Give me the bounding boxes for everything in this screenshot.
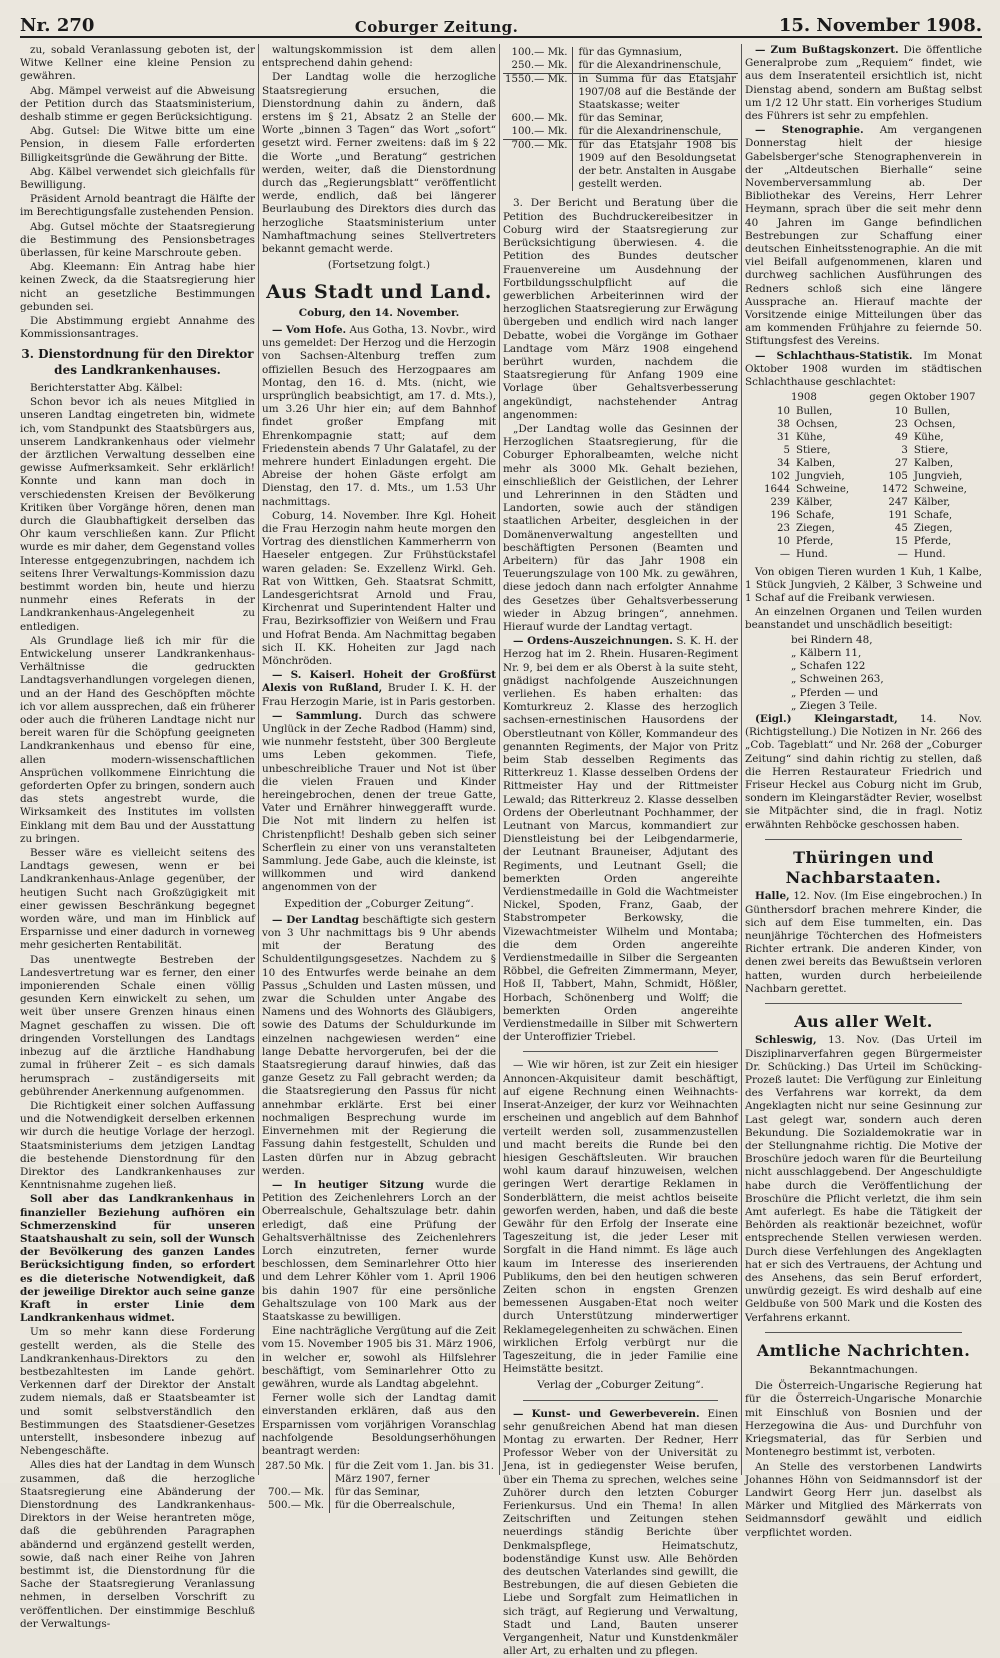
- column-rule: [499, 44, 500, 1475]
- news-item: [503, 635, 738, 1044]
- divider: [523, 1051, 718, 1052]
- description-cell: für das Gymnasium,: [578, 47, 683, 58]
- signature: Verlag der „Coburger Zeitung“.: [537, 1379, 704, 1392]
- animal-label-1907: Pferde,: [913, 535, 952, 547]
- list-item: „ Schafen 122: [791, 660, 866, 673]
- paragraph: Coburg, 14. November. Ihre Kgl. Hoheit die Frau Herzogin nahm heute morgen den Vortrag des dienstlichen Kammerherrn von Haeseler entgegen. Zur Frühstückstafel waren geladen: Se. Exzellenz Wirkl. Geh. Rat von Wittken, Geh. Staatsrat Schmitt, Landesgerichtsrat Arnold und Frau, Kirchenrat und Superintendent Halter und Frau, Bezirksoffizier von Weißern und Frau und Hofrat Benda. Am Nachmittag begaben sich II. KK. Hoheiten zur Jagd nach Mönchröden.: [262, 509, 496, 667]
- column-rule: [741, 44, 742, 1475]
- dateline: Coburg, den 14. November.: [298, 306, 460, 319]
- table-row: [262, 1487, 496, 1500]
- paragraph: An Stelle des verstorbenen Landwirts Johannes Höhn von Seidmannsdorf ist der Landwirt Georg Herr jun. daselbst als Märker und Mitglied des Märkerrats von Seidmannsdorf gewählt und eidlich verpflichtet worden.: [745, 1460, 982, 1539]
- issue-date: 15. November 1908.: [778, 15, 982, 36]
- emphasized-paragraph: Soll aber das Landkrankenhaus in finanzieller Beziehung aufhören ein Schmerzenskind für unseren Staatshaushalt zu sein, soll der Wunsch der Bevölkerung des ganzen Landes Berücksichtigung finden, so erfordert es die dieterische Notwendigkeit, daß der jeweilige Direktor auch seine ganze Kraft in erster Linie dem Landkrankenhaus widmet.: [20, 1193, 255, 1325]
- paragraph: Abg. Mämpel verweist auf die Abweisung der Petition durch das Staatsministerium, deshalb stimme er gegen Berücksichtigung.: [20, 84, 255, 124]
- animal-label-1907: Schafe,: [913, 509, 953, 521]
- item-text: Durch das schwere Unglück in der Zeche Radbod (Hamm) sind, wie nunmehr feststeht, über 300 Bergleute ums Leben gekommen. Tiefe, unbeschreibliche Trauer und Not ist über die vielen Frauen und Kinder hereingebrochen, denen der treue Gatte, Vater und Ernährer hinweggerafft wurde. Die Not mit lindern zu helfen ist Christenpflicht! Deshalb geben sich seiner Scherflein zu einer von uns veranstalteten Sammlung. Jede Gabe, auch die kleinste, ist willkommen und wird dankend angenommen von der: [262, 709, 496, 894]
- table-row: [503, 47, 738, 60]
- animal-label-1908: Kälber,: [796, 496, 833, 508]
- news-item: [745, 713, 982, 832]
- masthead: [20, 6, 982, 38]
- news-item: [262, 710, 496, 895]
- count-1908: 31: [777, 432, 790, 444]
- animal-label-1907: Ziegen,: [913, 522, 953, 534]
- paragraph: zu, sobald Veranlassung geboten ist, der Witwe Kellner eine kleine Pension zu gewähren.: [20, 44, 255, 83]
- paragraph: Das unentwegte Bestreben der Landesvertretung war es ferner, den einer imponierenden Schale einen völlig gesunden Kern einwickelt zu sehen, um weit über unsere Grenzen hinaus einen Magnet geschaffen zu wissen. Die oft dringenden Vorstellungen des Landtags inbezug auf die ärztliche Handhabung zumal in früherer Zeit – es sich damals herumsprach – zuständigerseits mit gebührender Anerkennung aufgenommen.: [20, 953, 255, 1098]
- table-row: [745, 445, 982, 458]
- reporter-line: Berichterstatter Abg. Kälbel:: [30, 381, 183, 394]
- count-1907: 10: [894, 406, 908, 418]
- divider: [765, 1332, 962, 1333]
- count-1908: 10: [777, 406, 790, 418]
- list-item: „ Pferden — und: [791, 686, 879, 699]
- signature: Expedition der „Coburger Zeitung“.: [284, 897, 474, 910]
- animal-label-1908: Kalben,: [796, 458, 836, 470]
- news-item: [262, 914, 496, 1178]
- paragraph: Eine nachträgliche Vergütung auf die Zeit vom 15. November 1905 bis 31. März 1906, in welcher er, sowohl als Hilfslehrer beschäftigt, vom Seminarlehrer Otto zu gewähren, wurde als Landtag abgelehnt.: [262, 1325, 496, 1390]
- table-row: [745, 419, 982, 432]
- item-text: S. K. H. der Herzog hat im 2. Rhein. Husaren-Regiment Nr. 9, bei dem er als Oberst à la suite steht, gnädigst nachfolgende Auszeichnungen verliehen. Es haben erhalten: das Komturkreuz 2. Klasse des herzoglich sachsen-ernestinischen Hausordens der Oberstleutnant von Köller, Kommandeur des genannten Regiments, der Major von Pritz beim Stab desselben Regiments das Ritterkreuz 1. Klasse desselben Ordens der Rittmeister Hay und der Rittmeister Lewald; das Ritterkreuz 2. Klasse desselben Ordens der Oberleutnant Pochhammer, der Leutnant von Marcus, kommandiert zur Dienstleistung bei der Leibgendarmerie, der Leutnant Brauneiser, Adjutant des Regiments, und Leutnant Gsell; die bemerkten Orden angereihte Verdienstmedaille in Gold die Wachtmeister Nickel, Spoden, Franz, Gaab, der Stabstrompeter Berkowsky, die Vizewachtmeister Wilhelm und Montaba; die dem Orden angereihte Verdienstmedaille in Silber die Sergeanten Röbbel, die Gefreiten Zimmermann, Meyer, Hoß II, Tabbert, Mahn, Schmidt, Hößler, Horbach, Schönenberg und Wolff; die bemerkten Orden angereihte Verdienstmedaille in Silber mit Schwertern der Unteroffizier Triebel.: [503, 635, 738, 1044]
- amount-cell: 250.— Mk.: [503, 60, 573, 73]
- issue-number: Nr. 270: [20, 15, 95, 36]
- subheading: Bekanntmachungen.: [809, 1364, 918, 1377]
- animal-label-1908: Kühe,: [796, 432, 826, 444]
- table-row: [262, 1461, 496, 1487]
- animal-label-1908: Pferde,: [796, 535, 834, 547]
- item-heading: — Stenographie.: [755, 124, 864, 137]
- table-row: [745, 549, 982, 562]
- section-heading-thueringen: Thüringen und Nachbarstaaten.: [785, 847, 942, 888]
- section-heading-stadt-und-land: Aus Stadt und Land.: [266, 281, 492, 304]
- news-item: [503, 1408, 738, 1658]
- count-1908: 5: [783, 445, 790, 457]
- amount-cell: 100.— Mk.: [503, 126, 573, 139]
- animal-label-1907: Bullen,: [913, 406, 951, 418]
- column-header: 1908: [790, 392, 817, 404]
- item-heading: (Eigl.) Kleingarstadt,: [755, 712, 898, 725]
- description-cell: für die Alexandrinenschule,: [578, 125, 722, 137]
- animal-label-1908: Schafe,: [796, 509, 835, 521]
- count-1908: —: [779, 548, 790, 560]
- description-cell: für die Alexandrinenschule,: [578, 59, 722, 71]
- count-1908: 23: [777, 522, 790, 534]
- item-heading: — Kunst- und Gewerbeverein.: [513, 1407, 700, 1420]
- item-heading: — S. Kaiserl. Hoheit der Großfürst Alexis von Rußland,: [262, 669, 496, 695]
- paragraph: Abg. Gutsel: Die Witwe bitte um eine Pension, in diesem Falle erforderten Billigkeitsgründe die Gewährung der Bitte.: [20, 125, 255, 164]
- news-item: [745, 44, 982, 123]
- column-rule: [258, 44, 259, 1475]
- advertising-notice: — Wie wir hören, ist zur Zeit ein hiesiger Annoncen-Akquisiteur damit beschäftigt, auf eigene Rechnung einen Weihnachts-Inserat-Anzeiger, der kurz vor Weihnachten erscheinen und angeblich auf dem Bahnhof verteilt werden soll, zusammenzustellen und macht bereits die Runde bei den hiesigen Geschäftsleuten. Wir brauchen wohl kaum darauf hinzuweisen, welchen geringen Wert derartige Reklamen in Sonderblättern, die meist achtlos beiseite geworfen werden, haben, und daß die beste Gewähr für den Erfolg der Inserate eine Tageszeitung ist, die jeder Leser mit Sorgfalt in die Hand nimmt. Es läge auch kaum im Interesse des inserierenden Publikums, den bei den heutigen schweren Zeiten schon in engsten Grenzen bemessenen Ausgaben-Etat noch weiter durch Unterstützung minderwertiger Reklamegelegenheiten zu schwächen. Einen wirklichen Erfolg verbürgt nur die Tageszeitung, die in jeder Familie eine Heimstätte besitzt.: [503, 1059, 738, 1376]
- amount-cell: 700.— Mk.: [262, 1487, 330, 1500]
- paragraph: Von obigen Tieren wurden 1 Kuh, 1 Kalbe, 1 Stück Jungvieh, 2 Kälber, 3 Schweine und 1 Schaf auf die Freibank verwiesen.: [745, 565, 982, 605]
- paragraph: „Der Landtag wolle das Gesinnen der Herzoglichen Staatsregierung, für die Coburger Ephoralbeamten, welche nicht mehr als 3000 Mk. Gehalt beziehen, einschließlich der Geistlichen, der Lehrer und Lehrerinnen in den Städten und Landorten, sowie auch der ständigen staatlichen Arbeiter, desgleichen in der Domänenverwaltung angestellten und beschäftigten Personen (Beamten und Arbeitern) für das Jahr 1908 ein Teuerungszulage von 100 Mk. zu gewähren, diese jedoch dann nach erfolgter Annahme des Gesetzes über Gehaltsverbesserung wieder in Abzug bringen“, annehmen. Hierauf wurde der Landtag vertagt.: [503, 422, 738, 633]
- table-row: [503, 60, 738, 73]
- news-item: [262, 324, 496, 509]
- animal-label-1907: Schweine,: [913, 483, 967, 495]
- table-row: [745, 432, 982, 445]
- table-row: [745, 497, 982, 510]
- sum-row: [503, 73, 738, 112]
- count-1907: 27: [894, 458, 908, 470]
- column-1: [20, 44, 255, 1630]
- news-item: [262, 1179, 496, 1324]
- animal-label-1907: Kalben,: [913, 458, 954, 470]
- animal-label-1908: Ochsen,: [796, 419, 838, 431]
- count-1908: 102: [770, 471, 790, 482]
- table-row: [745, 406, 982, 419]
- list-item: „ Schweinen 263,: [791, 673, 884, 686]
- divider: [523, 1400, 718, 1401]
- news-item: [262, 669, 496, 709]
- count-1908: 239: [770, 496, 790, 508]
- paragraph: 3. Der Bericht und Beratung über die Petition des Buchdruckereibesitzer in Coburg wird der Staatsregierung zur Berücksichtigung überwiesen. 4. die Petition des Bundes deutscher Frauenvereine um Ausdehnung der Fortbildungsschulpflicht auf die gewerblichen Arbeiterinnen wird der herzoglichen Staatsregierung zur Erwägung übergeben und endlich wird nach langer Debatte, wobei die Vorgänge im Gothaer Landtage vom März 1908 eingehend berührt wurden, nachdem die Staatsregierung für Anfang 1909 eine Vorlage über Gehaltsverbesserung angekündigt, nachstehender Antrag angenommen:: [503, 197, 738, 421]
- statistics-body: [745, 406, 982, 561]
- column-4: [745, 44, 982, 1539]
- continuation-note: (Fortsetzung folgt.): [327, 259, 431, 272]
- paragraph: Abg. Gutsel möchte der Staatsregierung die Bestimmung des Pensionsbetrages überlassen, für keine Marschroute geben.: [20, 220, 255, 260]
- paragraph: Abg. Kleemann: Ein Antrag habe hier keinen Zweck, da die Staatsregierung hier nicht an gesetzliche Bestimmungen gebunden sei.: [20, 261, 255, 313]
- animal-label-1908: Hund.: [796, 548, 828, 560]
- item-heading: Schleswig,: [755, 1034, 817, 1047]
- newspaper-title: Coburger Zeitung.: [354, 18, 519, 36]
- list-item: bei Rindern 48,: [791, 633, 873, 646]
- amount-cell: 100.— Mk.: [503, 47, 573, 60]
- count-1908: 1644: [764, 483, 790, 495]
- paragraph: Schon bevor ich als neues Mitglied in unseren Landtag eingetreten bin, widmete ich, vom Standpunkt des Staatsbürgers aus, unserem Landkrankenhaus oder vielmehr der ärztlichen Verwaltung desselben eine gewisse Aufmerksamkeit. Sehr erklärlich! Konnte und kann man doch in verschiedensten Kreisen der Bevölkerung Kritiken über Vorgänge hören, denen man durch die Glaubhaftigkeit derselben das Ohr kaum verschließen kann. Zur Pflicht wurde es mir daher, dem Gegenstand volles Interesse entgegenzubringen, nachdem ich seitens Ihrer Verwaltungs-Kommission dazu bestimmt worden bin, heute und hierzu nunmehr eines Referats in der Landkrankenhaus-Angelegenheit zu entledigen.: [20, 396, 255, 633]
- item-text: Bruder I. K. H. der Frau Herzogin Marie, ist in Paris gestorben.: [262, 682, 496, 708]
- column-2: [262, 44, 496, 1512]
- section-heading-aus-aller-welt: Aus aller Welt.: [794, 1011, 933, 1031]
- table-row: [745, 510, 982, 523]
- list-item: „ Kälbern 11,: [791, 646, 862, 659]
- description-cell: für das Seminar,: [335, 1487, 421, 1499]
- animal-label-1907: Hund.: [913, 548, 946, 560]
- salary-table: [262, 1461, 496, 1513]
- paragraph: Präsident Arnold beantragt die Hälfte der im Berechtigungsfalle zustehenden Pension.: [20, 193, 255, 219]
- section-heading-amtliche-nachrichten: Amtliche Nachrichten.: [756, 1340, 971, 1360]
- item-text: Im Monat Oktober 1908 wurden im städtischen Schlachthause geschlachtet:: [745, 349, 982, 389]
- item-heading: — Ordens-Auszeichnungen.: [513, 635, 673, 648]
- description-cell: für die Zeit vom 1. Jan. bis 31. März 1907, ferner: [335, 1461, 494, 1486]
- paragraph: waltungskommission ist dem allen entsprechend dahin gehend:: [262, 44, 496, 70]
- news-item: [745, 350, 982, 390]
- animal-label-1907: Jungvieh,: [913, 471, 963, 482]
- amount-cell: 287.50 Mk.: [262, 1461, 330, 1487]
- amount-cell: 700.— Mk.: [503, 139, 573, 191]
- table-row: [503, 126, 738, 139]
- animal-label-1907: Ochsen,: [913, 419, 956, 431]
- item-text: 12. Nov. (Im Eise eingebrochen.) In Günthersdorf brachen mehrere Kinder, die sich auf dem Eise tummelten, ein. Das neunjährige Töchterchen des Hofmeisters Richter ertrank. Die anderen Kinder, von denen zwei bereits das Bewußtsein verloren hatten, wurden durch herbeieilende Nachbarn gerettet.: [745, 890, 982, 995]
- table-row: [745, 523, 982, 536]
- item-heading: — Sammlung.: [272, 709, 362, 722]
- salary-table-continued: [503, 47, 738, 191]
- amount-cell: 600.— Mk.: [503, 113, 573, 126]
- item-heading: — In heutiger Sitzung: [272, 1178, 424, 1191]
- item-text: Einen sehr genußreichen Abend hat man diesen Montag zu erwarten. Der Redner, Herr Professor Weber von der Universität zu Jena, ist in gediegenster Weise berufen, über ein Thema zu sprechen, welches seine Zuhörer durch den letzten Coburger Ferienkursus. Und ein Thema! In allen Zeitschriften und Zeitungen stehen neuerdings ständig Berichte über Denkmalspflege, Heimatschutz, bodenständige Kunst usw. Alle Behörden des deutschen Vaterlandes sind gewillt, die Bestrebungen, die auf diesen Gebieten die Liebe und Sorgfalt zum Heimatlichen in sich trägt, auf Regierung und Verwaltung, Stadt und Land, Bauten unserer Vergangenheit, Natur und Kunstdenkmäler aller Art, zu erhalten und zu pflegen.: [503, 1407, 738, 1658]
- paragraph: Um so mehr kann diese Forderung gestellt werden, als die Stelle des Landkrankenhaus-Direktors zu den bestbezahltesten im Lande gehört. Verkennen darf der Direktor der Anstalt zudem niemals, daß er Staatsbeamter ist und somit selbstverständlich den Bestimmungen des Staatsdiener-Gesetzes unterstellt, insbesondere inbezug auf Nebengeschäfte.: [20, 1326, 255, 1458]
- news-item: [745, 890, 982, 996]
- amount-cell: 1550.— Mk.: [503, 73, 573, 112]
- divider: [765, 839, 962, 840]
- count-1907: 49: [894, 432, 908, 444]
- table-row: [745, 471, 982, 484]
- paragraph: Die Abstimmung ergiebt Annahme des Kommissionsantrages.: [20, 315, 255, 341]
- paragraph: Ferner wolle sich der Landtag damit einverstanden erklären, daß aus den Ersparnissen vom vorjährigen Voranschlag nachfolgende Besoldungserhöhungen beantragt werden:: [262, 1392, 496, 1457]
- paragraph: Alles dies hat der Landtag in dem Wunsch zusammen, daß die herzogliche Staatsregierung eine Abänderung der Dienstordnung des Landkrankenhaus-Direktors in der Weise herantreten möge, daß die gebührenden Paragraphen abändernd und ergänzend gestellt werden, sowie, daß nach einer Reihe von Jahren bestimmt ist, die Dienstordnung für die Sache der Staatsregierung Veranlassung nehmen, in derselben Vorschrift zu veröffentlichen. Der einstimmige Beschluß der Verwaltungs-: [20, 1459, 255, 1630]
- item-heading: — Der Landtag: [272, 913, 359, 926]
- count-1908: 10: [777, 535, 790, 547]
- count-1908: 196: [770, 509, 790, 521]
- item-text: Am vergangenen Donnerstag hielt der hiesige Gabelsberger'sche Stenographenverein in der „Altdeutschen Bierhalle“ seine Novemberversammlung ab. Der Bibliothekar des Vereins, Herr Lehrer Heymann, sprach über die seit mehr denn 40 Jahren im Gange befindlichen Bestrebungen zur Schaffung einer deutschen Einheitsstenographie. An die mit viel Beifall aufgenommenen, klaren und durchweg sachlichen Ausführungen des Redners schloß sich eine längere Aussprache an. Hierauf machte der Vorsitzende einige Mitteilungen über das am kommenden Frühjahre zu feiernde 50. Stiftungsfest des Vereins.: [745, 124, 982, 348]
- item-heading: — Zum Bußtagskonzert.: [755, 44, 899, 56]
- paragraph: Die Richtigkeit einer solchen Auffassung und die Notwendigkeit derselben erkennen wir durch die heutige Vorlage der herzogl. Staatsministeriums dem jetzigen Landtag die bestehende Dienstordnung für den Direktor des Landkrankenhauses zur Kenntnisnahme zugehen ließ.: [20, 1099, 255, 1192]
- animal-label-1907: Kühe,: [913, 432, 944, 444]
- animal-label-1907: Stiere,: [913, 445, 949, 457]
- item-text: 14. Nov. (Richtigstellung.) Die Notizen in Nr. 266 des „Cob. Tageblatt“ und Nr. 268 der „Coburger Zeitung“ sind dahin richtig zu stellen, daß die Herren Restaurateur Friedrich und Friseur Heckel aus Coburg nicht im Grub, sondern im Kleingarstädter Revier, woselbst sie Mitpächter sind, die in fragl. Notiz erwähnten Rehböcke geschossen haben.: [745, 712, 982, 831]
- animal-label-1908: Jungvieh,: [796, 471, 845, 482]
- count-1907: 15: [894, 535, 908, 547]
- count-1907: 1472: [881, 483, 908, 495]
- animal-label-1908: Schweine,: [796, 483, 850, 495]
- item-heading: — Schlachthaus-Statistik.: [755, 349, 913, 362]
- section-heading: 3. Dienstordnung für den Direktor des Landkrankenhauses.: [21, 347, 254, 377]
- item-text: beschäftigte sich gestern von 3 Uhr nachmittags bis 9 Uhr abends mit der Beratung des Schuldentilgungsgesetzes. Nachdem zu § 10 des Entwurfes werde beinahe an dem Passus „Schulden und Lasten müssen, und zwar die Schulden unter Angabe des Namens und des Wohnorts des Gläubigers, sowie des Datums der Schuldurkunde im einzelnen nachgewiesen werden“ eine lange Debatte hervorgerufen, bei der die Staatsregierung darauf hinwies, daß das ganze Gesetz zu Fall gebracht werden; da die Staatsregierung den Passus für nicht annehmbar erklärte. Erst bei einer nochmaligen Besprechung wurde im Einvernehmen mit der Regierung die Fassung dahin festgestellt, Schulden und Lasten dürfen nur in Abzug gebracht werden.: [262, 913, 496, 1177]
- news-item: [745, 1034, 982, 1324]
- item-text: Aus Gotha, 13. Novbr., wird uns gemeldet: Der Herzog und die Herzogin von Sachsen-Altenburg treffen zum offiziellen Besuch des Herzogpaares am Montag, den 16. d. Mts. (nicht, wie ursprünglich beabsichtigt, am 17. d. Mts.), um 3.26 Uhr hier ein; auf dem Bahnhof findet großer Empfang mit Ehrenkompagnie statt; auf dem Friedenstein abends 7 Uhr Galatafel, zu der mehrere hundert Einladungen ergeht. Die Abreise der hohen Gäste erfolgt am Dienstag, den 17. d. Mts., um 1.53 Uhr nachmittags.: [262, 323, 496, 508]
- count-1907: 191: [888, 509, 908, 521]
- paragraph: Der Landtag wolle die herzogliche Staatsregierung ersuchen, die Dienstordnung dahin zu ändern, daß erstens im § 21, Absatz 2 an Stelle der Worte „binnen 3 Tagen“ das Wort „sofort“ gesetzt wird. Ferner zweitens: daß im § 22 die Worte „und Beratung“ gestrichen werden, weiter, daß die Dienstordnung durch das „Regierungsblatt“ veröffentlicht werde, endlich, daß bei längerer Beurlaubung des Direktors dies durch das herzogliche Staatsministerium unter Namhaftmachung seines Stellvertreters bekannt gemacht werde.: [262, 71, 496, 256]
- paragraph: Abg. Kälbel verwendet sich gleichfalls für Bewilligung.: [20, 165, 255, 192]
- paragraph: Als Grundlage ließ ich mir für die Entwickelung unserer Landkrankenhaus-Verhältnisse die gedruckten Landtagsverhandlungen vorgelegen dienen, und an der Hand des Geschöpften möchte ich vor allem aussprechen, daß ein früherer oder auch die früheren Landtage nicht nur bereit waren für die Schöpfung geeigneten Landkrankenhaus und ebenso für eine, allen modern-wissenschaftlichen Ansprüchen vollkommene Einrichtung die geforderten Opfer zu bringen, sondern auch das stets angestrebt wurde, die Wirksamkeit des Institutes im vollsten Einklang mit dem Bau und der Ausstattung zu bringen.: [20, 634, 255, 845]
- animal-label-1908: Ziegen,: [796, 522, 835, 534]
- item-text: wurde die Petition des Zeichenlehrers Lorch an der Oberrealschule, Gehaltszulage betr. dahin erledigt, daß eine Prüfung der Gehaltsverhältnisse des Zeichenlehrers Lorch einzutreten, ferner wurde beschlossen, dem Seminarlehrer Otto hier und dem Lehrer Köhler vom 1. April 1906 bis dahin 1907 für eine persönliche Gehaltszulage von 100 Mark aus der Staatskasse zu bewilligen.: [262, 1178, 496, 1323]
- table-row: [745, 458, 982, 471]
- count-1907: 3: [901, 445, 908, 457]
- description-cell: für das Etatsjahr 1908 bis 1909 auf den Besoldungsetat der betr. Anstalten in Ausgabe gestellt werden.: [573, 139, 738, 191]
- table-header-row: [745, 391, 982, 406]
- count-1907: 247: [888, 496, 908, 508]
- slaughter-statistics-table: [745, 391, 982, 561]
- count-1907: —: [897, 548, 908, 560]
- organs-list: [745, 634, 982, 713]
- description-cell: für das Seminar,: [578, 112, 664, 124]
- column-header: gegen Oktober 1907: [869, 392, 976, 404]
- animal-label-1908: Bullen,: [796, 406, 833, 418]
- list-item: „ Ziegen 3 Teile.: [791, 699, 878, 712]
- amount-cell: 500.— Mk.: [262, 1500, 330, 1513]
- description-cell: in Summa für das Etatsjahr 1907/08 auf die Bestände der Staatskasse; weiter: [573, 73, 738, 112]
- table-row: [262, 1500, 496, 1513]
- paragraph: An einzelnen Organen und Teilen wurden beanstandet und unschädlich beseitigt:: [745, 606, 982, 632]
- table-row: [503, 113, 738, 126]
- count-1907: 23: [894, 419, 908, 431]
- news-item: [745, 124, 982, 348]
- item-heading: — Vom Hofe.: [272, 323, 347, 336]
- table-row: [745, 484, 982, 497]
- count-1908: 34: [777, 458, 790, 470]
- count-1908: 38: [777, 419, 790, 431]
- table-row: [745, 536, 982, 549]
- item-heading: Halle,: [755, 890, 790, 903]
- column-3: [503, 44, 738, 1658]
- paragraph: Besser wäre es vielleicht seitens des Landtags gewesen, wenn er bei Landkrankenhaus-Anlage gegenüber, der heutigen Sucht nach Großzügigkeit mit einer gewissen Beschränkung begegnet worden wäre, und man im Hinblick auf Ersparnisse und einer dadurch in vorneweg mehr gesicherten Rentabilität.: [20, 847, 255, 952]
- description-cell: für die Oberrealschule,: [335, 1500, 456, 1512]
- count-1907: 105: [888, 471, 908, 482]
- item-text: Die öffentliche Generalprobe zum „Requiem“ findet, wie aus dem Inseratenteil ersichtlich ist, nicht Dienstag abend, sondern am Bußtag selbst um 1/2 12 Uhr statt. Ein vorheriges Studium des Führers ist sehr zu empfehlen.: [745, 44, 982, 123]
- animal-label-1907: Kälber,: [913, 496, 951, 508]
- divider: [765, 1003, 962, 1004]
- sum-row: [503, 139, 738, 191]
- item-text: 13. Nov. (Das Urteil im Disziplinarverfahren gegen Bürgermeister Dr. Schücking.) Das Urteil im Schücking-Prozeß lautet: Die Verfügung zur Einleitung des Verfahrens war korrekt, da dem Angeklagten nicht nur seine Gesinnung zur Last gelegt war, sondern auch deren Bekundung. Die Sozialdemokratie war in der Stellungnahme richtig. Die Motive der Broschüre jedoch waren für die Beurteilung nicht ausschlaggebend. Der Angeschuldigte habe durch die Veröffentlichung der Broschüre die Pflicht verletzt, die ihm sein Amt auferlegt. Es habe die Tätigkeit der Behörden als reaktionär bezeichnet, wofür entsprechende Stellen verwiesen werden. Durch diese Verfehlungen des Angeklagten hat er sich des Vertrauens, der Achtung und des Ansehens, das sein Beruf erfordert, unwürdig gezeigt. Es wird deshalb auf eine Geldbuße von 500 Mark und die Kosten des Verfahrens erkannt.: [745, 1034, 982, 1324]
- paragraph: Die Österreich-Ungarische Regierung hat für die Österreich-Ungarische Monarchie mit Einschluß von Bosnien und der Herzegowina die Aus- und Durchfuhr von Kriegsmaterial, das für Serbien und Montenegro bestimmt ist, verboten.: [745, 1380, 982, 1459]
- animal-label-1908: Stiere,: [796, 445, 831, 457]
- count-1907: 45: [894, 522, 908, 534]
